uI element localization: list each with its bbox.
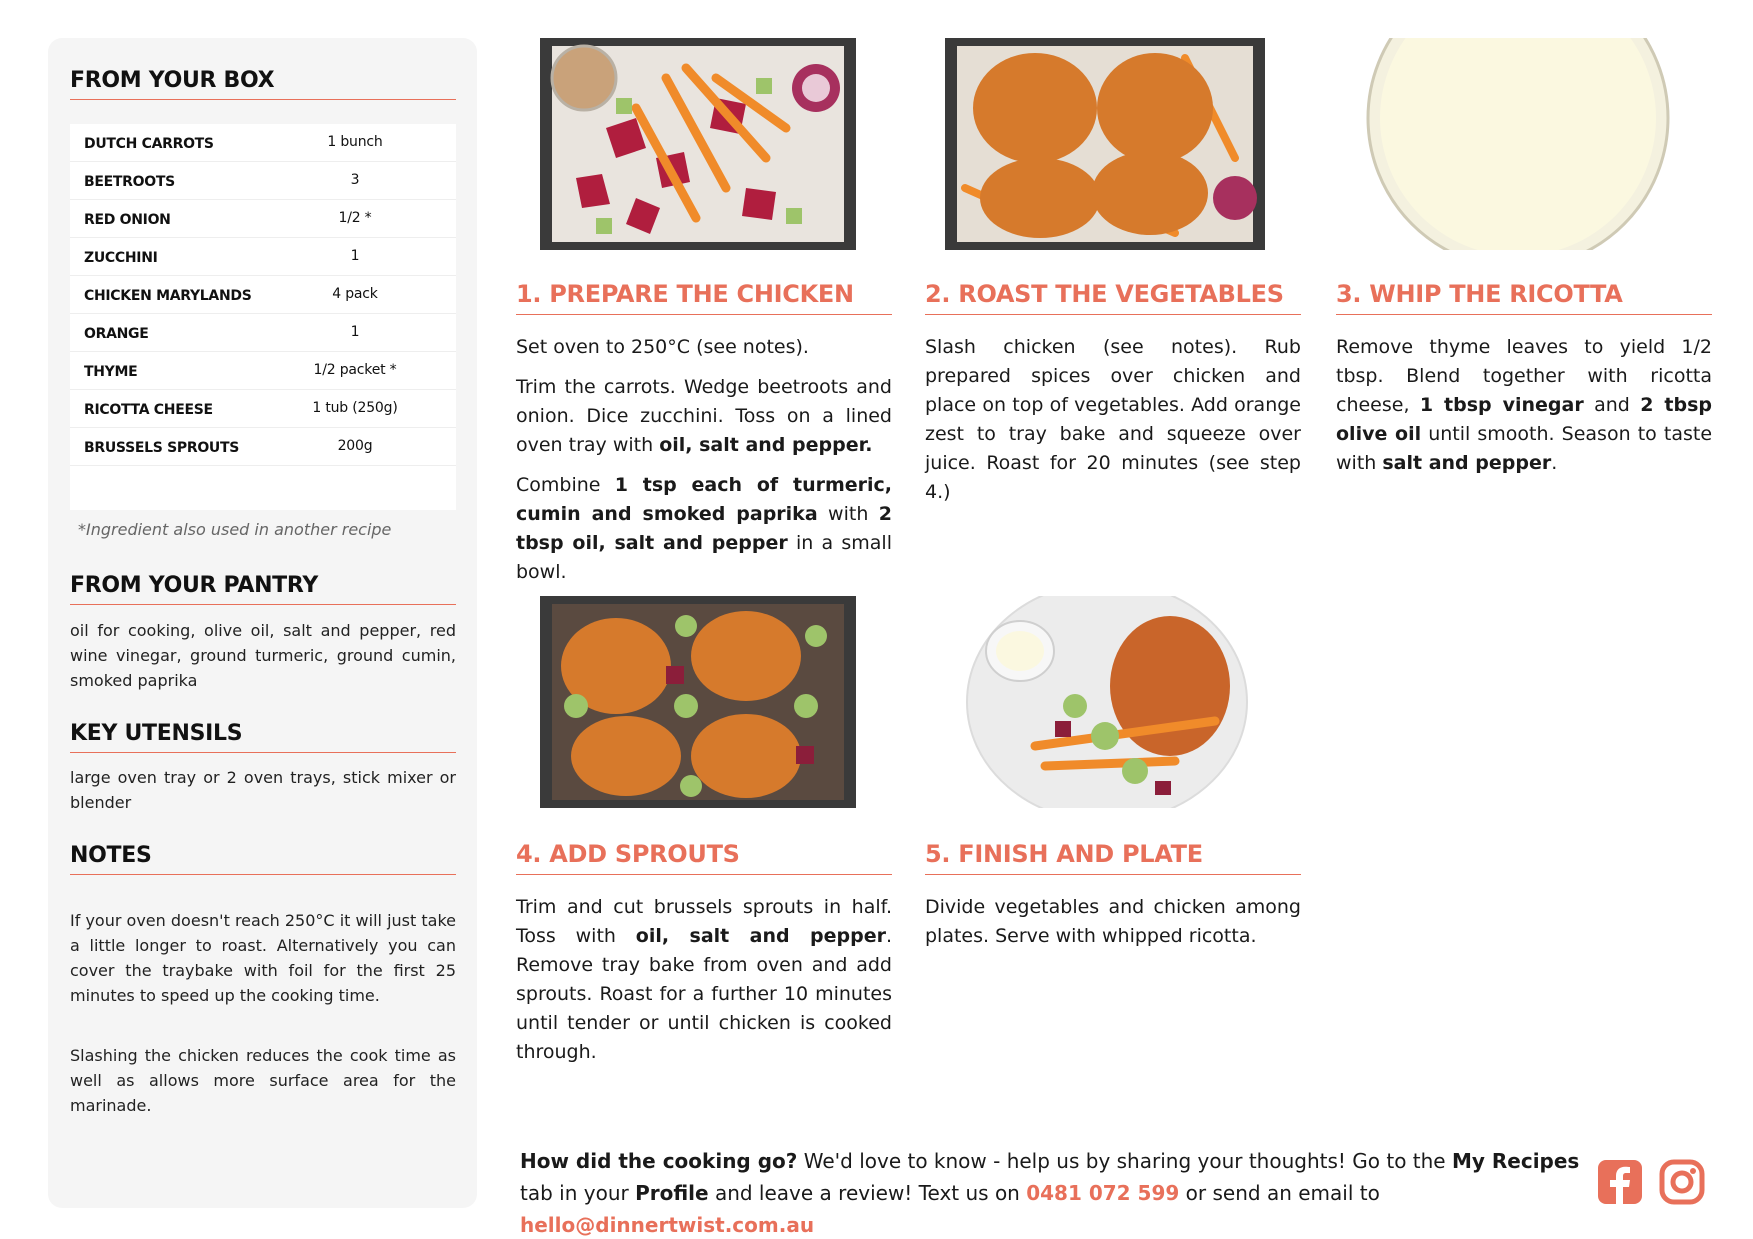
notes-paragraph-2: Slashing the chicken reduces the cook time as well as allows more surface area for the marinade. (70, 1046, 456, 1115)
feedback-footer (520, 1145, 1580, 1239)
ingredients-sidebar (48, 38, 477, 1208)
ingredient-name: DUTCH CARROTS (84, 136, 214, 152)
step-3-text-d: . (1551, 452, 1558, 474)
step-5-para-1: Divide vegetables and chicken among plates. Serve with whipped ricotta. (925, 896, 1301, 947)
table-row (70, 352, 456, 390)
table-row (70, 200, 456, 238)
ingredient-name: CHICKEN MARYLANDS (84, 288, 252, 304)
ingredient-qty: 1 (350, 324, 360, 340)
ingredient-qty: 1 (350, 248, 360, 264)
ingredient-qty: 4 pack (332, 286, 378, 302)
table-row (70, 124, 456, 162)
step-1-para-3-text-b: with (817, 503, 879, 525)
ingredient-table (70, 124, 456, 510)
from-your-pantry-heading: FROM YOUR PANTRY (70, 573, 456, 605)
facebook-icon[interactable] (1596, 1158, 1644, 1206)
ingredient-qty: 1/2 * (338, 210, 372, 226)
step-3-text (1336, 333, 1712, 489)
email-link[interactable]: hello@dinnertwist.com.au (520, 1213, 815, 1237)
step-3-photo (1336, 38, 1700, 250)
step-3-bold-a: 1 tbsp vinegar (1419, 394, 1584, 416)
ingredient-qty: 1 bunch (327, 134, 383, 150)
step-3-text-b: and (1583, 394, 1641, 416)
ingredient-name: ZUCCHINI (84, 250, 158, 266)
step-5-photo (925, 596, 1289, 808)
footer-text-4: or send an email to (1179, 1181, 1380, 1205)
step-1-text (516, 333, 892, 598)
footer-text-3: and leave a review! Text us on (708, 1181, 1027, 1205)
pantry-text: oil for cooking, olive oil, salt and pepper, red wine vinegar, ground turmeric, ground cumin, smoked paprika (70, 621, 456, 690)
table-row (70, 428, 456, 466)
profile-label: Profile (635, 1181, 709, 1205)
table-row (70, 390, 456, 428)
step-1-para-3-bold-a: 1 tsp each of turmeric, cumin and smoked paprika (516, 474, 893, 525)
step-1-para-3-bold-b: 2 tbsp oil, salt and pepper (516, 503, 893, 554)
step-1-para-3-text-a: Combine (516, 474, 615, 496)
step-1-para-3-text-c: in a small bowl. (516, 532, 892, 583)
ingredient-footnote: *Ingredient also used in another recipe (78, 520, 392, 539)
ingredient-name: RED ONION (84, 212, 171, 228)
ingredient-qty: 1 tub (250g) (312, 400, 398, 416)
step-1-para-2 (516, 373, 892, 460)
step-4-text-b: . Remove tray bake from oven and add sprouts. Roast for a further 10 minutes until tender or until chicken is cooked through. (516, 925, 892, 1063)
step-4-text-a: Trim and cut brussels sprouts in half. Toss with (516, 896, 892, 947)
footer-text-1: We'd love to know - help us by sharing your thoughts! Go to the (797, 1149, 1452, 1173)
ingredient-name: THYME (84, 364, 138, 380)
step-3-text-a: Remove thyme leaves to yield 1/2 tbsp. Blend together with ricotta cheese, (1336, 336, 1712, 416)
table-row (70, 276, 456, 314)
ingredient-name: ORANGE (84, 326, 149, 342)
step-1-para-2-text: Trim the carrots. Wedge beetroots and onion. Dice zucchini. Toss on a lined oven tray with (516, 376, 892, 456)
ingredient-qty: 3 (350, 172, 360, 188)
ingredient-qty: 200g (337, 438, 373, 454)
step-3-bold-c: salt and pepper (1382, 452, 1552, 474)
step-3-para-1 (1336, 333, 1712, 478)
step-2-text (925, 333, 1301, 518)
step-4-para-1 (516, 893, 892, 1067)
footer-text-2: tab in your (520, 1181, 636, 1205)
step-1-title: 1. PREPARE THE CHICKEN (516, 280, 892, 315)
utensils-text: large oven tray or 2 oven trays, stick mixer or blender (70, 768, 456, 812)
step-3-text-c: until smooth. Season to taste with (1336, 423, 1713, 474)
step-1-para-1: Set oven to 250°C (see notes). (516, 336, 809, 358)
step-2-title: 2. ROAST THE VEGETABLES (925, 280, 1301, 315)
ingredient-name: RICOTTA CHEESE (84, 402, 213, 418)
step-4-photo (516, 596, 880, 808)
step-5-title: 5. FINISH AND PLATE (925, 840, 1301, 875)
step-1-para-2-bold: oil, salt and pepper. (659, 434, 873, 456)
my-recipes-label: My Recipes (1451, 1149, 1580, 1173)
notes-paragraph-1: If your oven doesn't reach 250°C it will just take a little longer to roast. Alternatively you can cover the traybake with foil for the first 25 minutes to speed up the cooking time. (70, 911, 456, 1005)
step-2-photo (925, 38, 1289, 250)
step-2-para-1: Slash chicken (see notes). Rub prepared spices over chicken and place on top of vegetables. Add orange zest to tray bake and squeeze over juice. Roast for 20 minutes (see step 4.) (925, 336, 1301, 503)
step-5-text (925, 893, 1301, 962)
step-1-photo (516, 38, 880, 250)
key-utensils-heading: KEY UTENSILS (70, 721, 456, 753)
ingredient-qty: 1/2 packet * (313, 362, 397, 378)
step-1-para-3 (516, 471, 892, 587)
notes-heading: NOTES (70, 843, 456, 875)
step-4-text (516, 893, 892, 1078)
footer-question: How did the cooking go? (520, 1149, 798, 1173)
step-4-bold: oil, salt and pepper (635, 925, 886, 947)
step-3-bold-b: 2 tbsp olive oil (1336, 394, 1712, 445)
step-4-title: 4. ADD SPROUTS (516, 840, 892, 875)
table-row (70, 162, 456, 200)
ingredient-name: BRUSSELS SPROUTS (84, 440, 240, 456)
from-your-box-heading: FROM YOUR BOX (70, 68, 456, 100)
phone-number-link[interactable]: 0481 072 599 (1026, 1181, 1180, 1205)
step-3-title: 3. WHIP THE RICOTTA (1336, 280, 1712, 315)
table-row (70, 238, 456, 276)
instagram-icon[interactable] (1658, 1158, 1706, 1206)
table-row (70, 314, 456, 352)
ingredient-name: BEETROOTS (84, 174, 175, 190)
